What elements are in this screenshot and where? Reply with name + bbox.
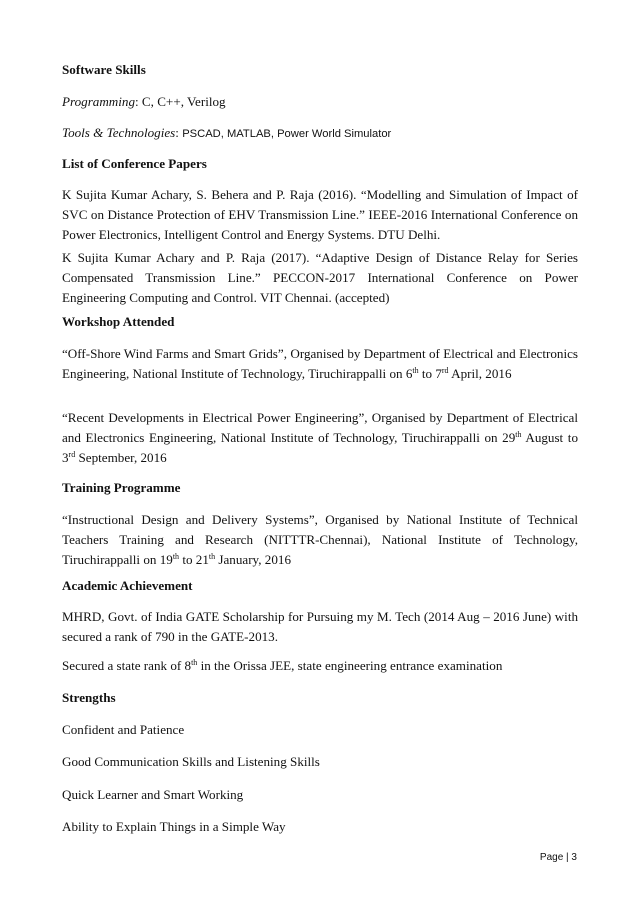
workshop-item-2-text: “Recent Developments in Electrical Power Engineering”, Organised by Department of Electrical and Electronics Engineering, National Institute of Technology, Tiruchirappalli on 29 xyxy=(62,410,578,445)
programming-label: Programming xyxy=(62,94,135,109)
academic-item-2-pre: Secured a state rank of 8 xyxy=(62,658,192,673)
software-skills-heading: Software Skills xyxy=(62,62,146,77)
training-item xyxy=(62,510,578,570)
strength-item: Confident and Patience xyxy=(62,722,185,737)
conference-paper-1: K Sujita Kumar Achary, S. Behera and P. Raja (2016). “Modelling and Simulation of Impact of SVC on Distance Protection of EHV Transmission Line.” IEEE-2016 International Conference on Power Electronics, Intelligent Control and Energy Systems. DTU Delhi. xyxy=(62,187,578,242)
conference-heading: List of Conference Papers xyxy=(62,156,207,171)
tools-line: Tools & Technologies: PSCAD, MATLAB, Power World Simulator xyxy=(62,125,392,140)
academic-item-1: MHRD, Govt. of India GATE Scholarship for Pursuing my M. Tech (2014 Aug – 2016 June) with secured a rank of 790 in the GATE-2013. xyxy=(62,609,578,644)
workshop-item-2 xyxy=(62,408,578,468)
workshop-heading: Workshop Attended xyxy=(62,314,175,329)
training-item-sup2: th xyxy=(208,552,216,561)
academic-item-2 xyxy=(62,656,578,676)
programming-line: Programming: C, C++, Verilog xyxy=(62,94,226,109)
tools-label: Tools & Technologies xyxy=(62,125,176,140)
workshop-item-1-end: April, 2016 xyxy=(448,366,512,381)
strengths-heading: Strengths xyxy=(62,690,116,705)
training-item-text: “Instructional Design and Delivery Systems”, Organised by National Institute of Technical Teachers Training and Research (NITTTR-Chennai), National Institute of Technology, Tiruchirappalli on 19 xyxy=(62,512,578,567)
programming-value: C, C++, Verilog xyxy=(141,94,226,109)
workshop-item-1 xyxy=(62,344,578,384)
training-item-mid: to 21 xyxy=(179,552,209,567)
tools-value: PSCAD, MATLAB, Power World Simulator xyxy=(182,128,392,140)
strength-item: Ability to Explain Things in a Simple Way xyxy=(62,819,286,834)
conference-paper-2: K Sujita Kumar Achary and P. Raja (2017). “Adaptive Design of Distance Relay for Series Compensated Transmission Line.” PECCON-2017 International Conference on Power Engineering Computing and Control. VIT Chennai. (accepted) xyxy=(62,250,578,305)
training-heading: Training Programme xyxy=(62,480,181,495)
workshop-item-2-sup1: th xyxy=(515,430,522,439)
training-item-end: January, 2016 xyxy=(215,552,291,567)
workshop-item-2-mid: August to 3 xyxy=(62,430,578,465)
workshop-item-2-end: September, 2016 xyxy=(75,450,167,465)
academic-item-2-post: in the Orissa JEE, state engineering entrance examination xyxy=(197,658,503,673)
strength-item: Quick Learner and Smart Working xyxy=(62,787,244,802)
training-item-sup1: th xyxy=(172,552,180,561)
workshop-item-1-sup1: th xyxy=(412,366,419,375)
workshop-item-1-mid: to 7 xyxy=(418,366,442,381)
page-number: Page | 3 xyxy=(539,852,577,863)
academic-heading: Academic Achievement xyxy=(62,578,193,593)
academic-item-2-sup: th xyxy=(191,658,198,667)
strength-item: Good Communication Skills and Listening Skills xyxy=(62,754,320,769)
workshop-item-1-text: “Off-Shore Wind Farms and Smart Grids”, Organised by Department of Electrical and Electronics Engineering, National Institute of Technology, Tiruchirappalli on 6 xyxy=(62,346,578,381)
workshop-item-1-sup2: rd xyxy=(441,366,449,375)
workshop-item-2-sup2: rd xyxy=(68,450,76,459)
